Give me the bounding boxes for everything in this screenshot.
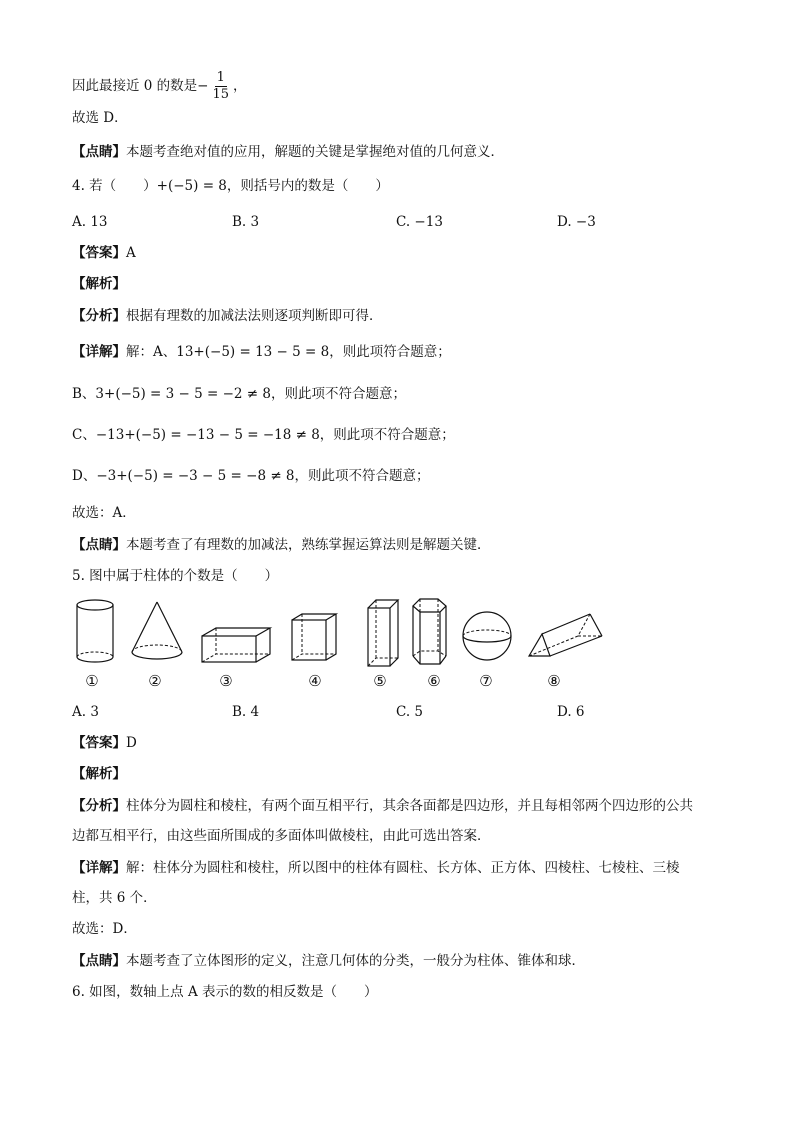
q4-b-check: B、3+(−5) = 3 − 5 = −2 ≠ 8，则此项不符合题意；	[72, 386, 406, 402]
figure-label-5: ⑤	[373, 672, 387, 690]
q4-choose: 故选：A．	[72, 505, 136, 521]
q5-dianjing: 【点睛】本题考查了立体图形的定义，注意几何体的分类，一般分为柱体、锥体和球．	[72, 953, 585, 969]
q4-c-check: C、−13+(−5) = −13 − 5 = −18 ≠ 8，则此项不符合题意；	[72, 427, 455, 443]
q4-option-c: C. −13	[396, 214, 443, 230]
question-4-stem: 4. 若（ ）+(−5) = 8，则括号内的数是（ ）	[72, 178, 389, 194]
q5-option-a: A. 3	[72, 704, 99, 720]
triangular-prism-figure	[526, 596, 606, 666]
q4-xiangjie: 【详解】解：A、13+(−5) = 13 − 5 = 8，则此项符合题意；	[72, 344, 451, 360]
q4-dianjing: 【点睛】本题考查了有理数的加减法，熟练掌握运算法则是解题关键．	[72, 537, 491, 553]
figure-label-4: ④	[308, 672, 322, 690]
q5-choose: 故选：D．	[72, 921, 137, 937]
q4-option-b: B. 3	[232, 214, 260, 230]
q5-fenxi-cont: 边都互相平行，由这些面所围成的多面体叫做棱柱，由此可选出答案．	[72, 828, 491, 844]
q5-jiexi: 【解析】	[72, 766, 126, 782]
q5-option-d: D. 6	[557, 704, 585, 720]
q4-fenxi: 【分析】根据有理数的加减法法则逐项判断即可得．	[72, 308, 383, 324]
q4-option-d: D. −3	[557, 214, 596, 230]
square-prism-figure	[366, 596, 406, 670]
figure-label-2: ②	[148, 672, 162, 690]
q4-option-a: A. 13	[72, 214, 108, 230]
heptagonal-prism-figure	[410, 596, 450, 670]
dianjing-q3: 【点睛】本题考查绝对值的应用，解题的关键是掌握绝对值的几何意义．	[72, 144, 504, 160]
q5-xiangjie: 【详解】解：柱体分为圆柱和棱柱，所以图中的柱体有圆柱、长方体、正方体、四棱柱、七棱柱、三棱	[72, 860, 680, 876]
conclusion-line: 因此最接近 0 的数是− $\frac{1}{15}$ ，	[72, 70, 247, 102]
q4-d-check: D、−3+(−5) = −3 − 5 = −8 ≠ 8，则此项不符合题意；	[72, 468, 430, 484]
q5-option-c: C. 5	[396, 704, 424, 720]
figure-label-7: ⑦	[479, 672, 493, 690]
q5-xiangjie-cont: 柱，共 6 个．	[72, 890, 157, 906]
figure-label-8: ⑧	[547, 672, 561, 690]
q5-answer: 【答案】D	[72, 735, 137, 751]
figure-label-6: ⑥	[427, 672, 441, 690]
figure-label-1: ①	[85, 672, 99, 690]
q4-answer: 【答案】A	[72, 245, 136, 261]
cylinder-figure	[72, 596, 118, 666]
fraction: $\frac{1}{15}$	[212, 70, 230, 102]
choose-d-line: 故选 D．	[72, 110, 128, 126]
cone-figure	[128, 596, 186, 666]
cuboid-figure	[200, 596, 272, 666]
question-5-stem: 5. 图中属于柱体的个数是（ ）	[72, 568, 279, 584]
q4-jiexi: 【解析】	[72, 276, 126, 292]
cube-figure	[290, 596, 338, 666]
question-6-stem: 6. 如图，数轴上点 A 表示的数的相反数是（ ）	[72, 984, 378, 1000]
q5-fenxi: 【分析】柱体分为圆柱和棱柱，有两个面互相平行，其余各面都是四边形，并且每相邻两个四边形的公共	[72, 798, 693, 814]
figure-label-3: ③	[219, 672, 233, 690]
q5-option-b: B. 4	[232, 704, 260, 720]
sphere-figure	[460, 596, 514, 666]
